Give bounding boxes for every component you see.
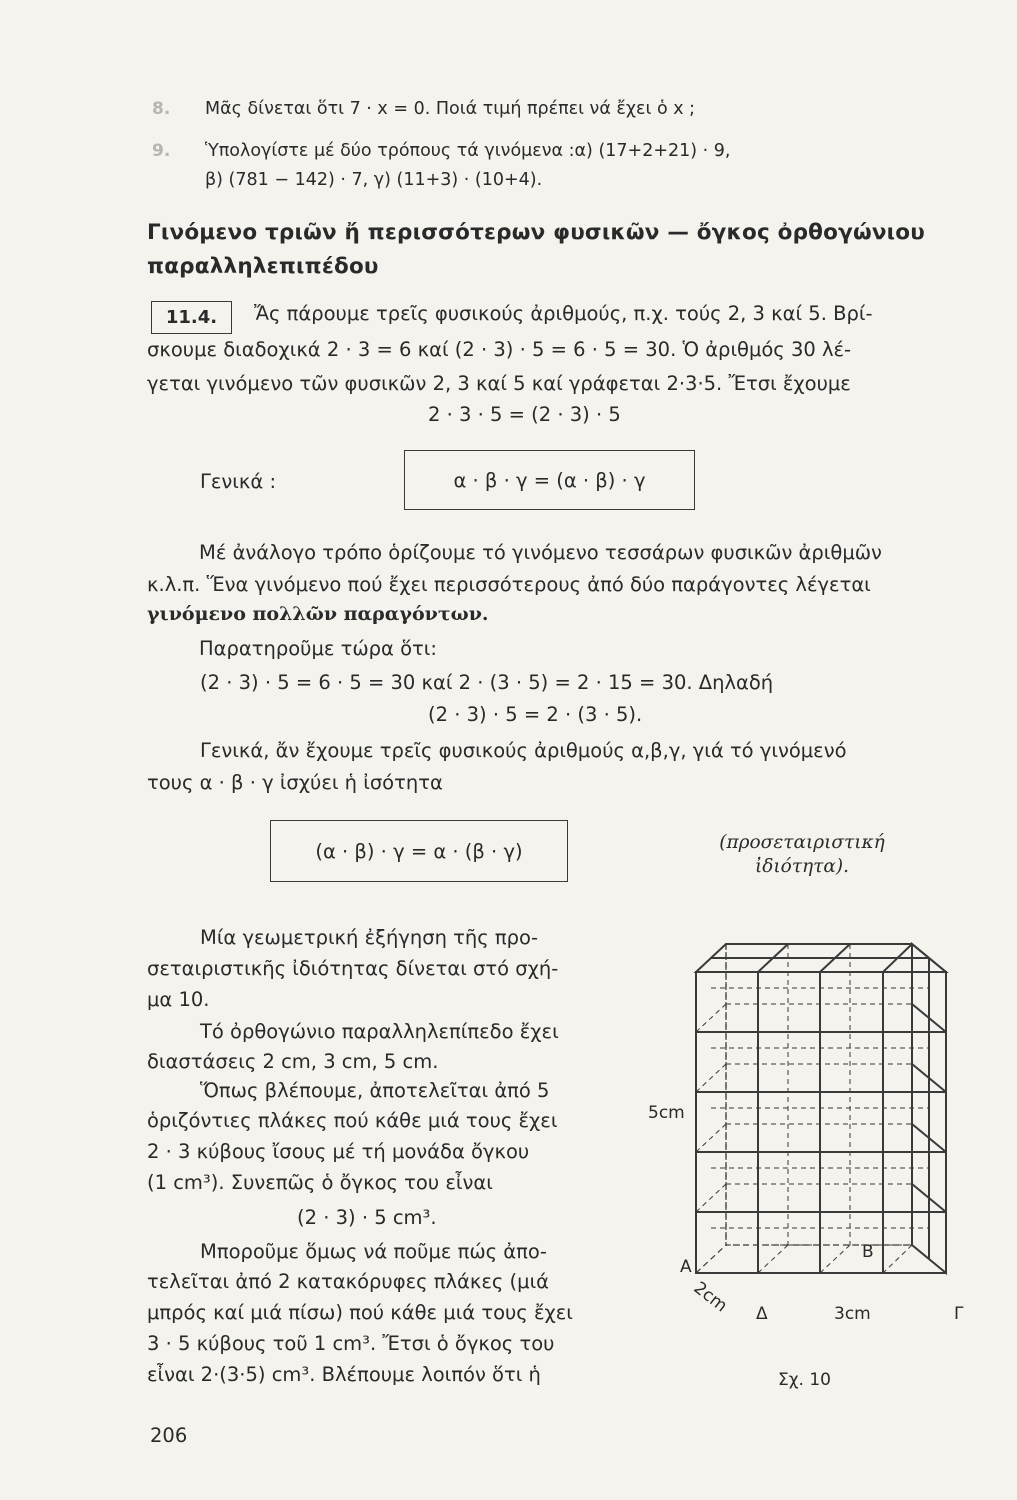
- section-heading: Γινόμενο τριῶν ἤ περισσότερων φυσικῶν — ὄγκος ὀρθογώνιου: [147, 220, 925, 245]
- hidden-grid: [696, 1124, 726, 1152]
- section-number: 11.4.: [165, 307, 218, 328]
- col-line-9: (1 cm³). Συνεπῶς ὁ ὄγκος του εἶναι: [147, 1171, 493, 1194]
- hidden-grid: [696, 1184, 726, 1212]
- label-3cm: 3cm: [834, 1304, 871, 1324]
- exercise-9-text-2: β) (781 − 142) · 7, γ) (11+3) · (10+4).: [205, 170, 543, 190]
- hidden-grid: [883, 1245, 912, 1273]
- col-line-6: Ὅπως βλέπουμε, ἀποτελεῖται ἀπό 5: [200, 1079, 550, 1102]
- equation-1: 2 · 3 · 5 = (2 · 3) · 5: [428, 403, 621, 426]
- paragraph-3-line-2: (2 · 3) · 5 = 6 · 5 = 30 καί 2 · (3 · 5) = 2 · 15 = 30. Δηλαδή: [200, 671, 774, 694]
- col-line-7: ὁριζόντιες πλάκες πού κάθε μιά τους ἔχει: [147, 1109, 558, 1132]
- col-line-3: μα 10.: [147, 988, 210, 1011]
- col-line-1: Μία γεωμετρική ἐξήγηση τῆς προ-: [200, 926, 539, 949]
- col-line-5: διαστάσεις 2 cm, 3 cm, 5 cm.: [147, 1050, 439, 1073]
- paragraph-2-line-1: Μέ ἀνάλογο τρόπο ὁρίζουμε τό γινόμενο τεσσάρων φυσικῶν ἀριθμῶν: [199, 541, 882, 564]
- paragraph-1-line-2: σκουμε διαδοχικά 2 · 3 = 6 καί (2 · 3) · 5 = 6 · 5 = 30. Ὁ ἀριθμός 30 λέ-: [147, 338, 852, 361]
- exercise-8-text: Μᾶς δίνεται ὅτι 7 · x = 0. Ποιά τιμή πρέπει νά ἔχει ὁ x ;: [205, 99, 696, 119]
- col-line-8: 2 · 3 κύβους ἴσους μέ τή μονάδα ὄγκου: [147, 1140, 530, 1163]
- label-2cm: 2cm: [689, 1278, 731, 1317]
- paragraph-3-line-1: Παρατηροῦμε τώρα ὅτι:: [199, 637, 437, 660]
- page-number: 206: [150, 1424, 188, 1447]
- formula-2: (α · β) · γ = α · (β · γ): [315, 839, 523, 863]
- label-A: Α: [680, 1257, 692, 1277]
- formula-box-2: [270, 820, 568, 882]
- label-5cm: 5cm: [648, 1103, 685, 1123]
- bottom-depth-edge: [696, 1245, 726, 1273]
- label-B: Β: [862, 1242, 874, 1262]
- paragraph-1-line-3: γεται γινόμενο τῶν φυσικῶν 2, 3 καί 5 καί γράφεται 2·3·5. Ἔτσι ἔχουμε: [147, 372, 851, 395]
- hidden-grid: [820, 1245, 850, 1273]
- exercise-9-text: Ὑπολογίστε μέ δύο τρόπους τά γινόμενα :α) (17+2+21) · 9,: [205, 141, 731, 161]
- col-line-2: σεταιριστικῆς ἰδιότητας δίνεται στό σχή-: [147, 957, 559, 980]
- property-name-line-2: ἰδιότητα).: [755, 856, 849, 877]
- col-line-15: εἶναι 2·(3·5) cm³. Βλέπουμε λοιπόν ὅτι ἡ: [147, 1363, 541, 1386]
- label-G: Γ: [954, 1304, 964, 1324]
- genika-label: Γενικά :: [200, 470, 277, 493]
- exercise-9-number: 9.: [152, 141, 171, 161]
- figure-caption: Σχ. 10: [778, 1370, 832, 1390]
- paragraph-3-equation: (2 · 3) · 5 = 2 · (3 · 5).: [428, 703, 643, 726]
- col-line-10: (2 · 3) · 5 cm³.: [297, 1206, 437, 1229]
- formula-box-1: [404, 450, 695, 510]
- definition-bold: γινόμενο πολλῶν παραγόντων.: [147, 603, 489, 625]
- hidden-grid: [696, 1004, 726, 1032]
- formula-1: α · β · γ = (α · β) · γ: [453, 468, 646, 492]
- property-name-line-1: (προσεταιριστική: [719, 832, 885, 853]
- paragraph-2-line-2: κ.λ.π. Ἕνα γινόμενο πού ἔχει περισσότερους ἀπό δύο παράγοντες λέγεται: [147, 573, 871, 596]
- col-line-12: τελεῖται ἀπό 2 κατακόρυφες πλάκες (μιά: [147, 1270, 550, 1293]
- section-heading-2: παραλληλεπιπέδου: [147, 254, 379, 279]
- col-line-14: 3 · 5 κύβους τοῦ 1 cm³. Ἔτσι ὁ ὄγκος του: [147, 1332, 555, 1355]
- hidden-grid: [696, 1064, 726, 1092]
- label-D: Δ: [756, 1304, 768, 1324]
- col-line-4: Τό ὀρθογώνιο παραλληλεπίπεδο ἔχει: [200, 1020, 559, 1043]
- hidden-grid: [758, 1245, 788, 1273]
- paragraph-4-line-2: τους α · β · γ ἰσχύει ἡ ἰσότητα: [147, 771, 443, 794]
- col-line-11: Μποροῦμε ὅμως νά ποῦμε πώς ἀπο-: [200, 1240, 547, 1263]
- paragraph-4-line-1: Γενικά, ἄν ἔχουμε τρεῖς φυσικούς ἀριθμούς α,β,γ, γιά τό γινόμενό: [200, 739, 847, 762]
- col-line-13: μπρός καί μιά πίσω) πού κάθε μιά τους ἔχει: [147, 1301, 573, 1324]
- section-number-box: [151, 301, 232, 334]
- exercise-8-number: 8.: [152, 99, 171, 119]
- paragraph-1-line-1: Ἄς πάρουμε τρεῖς φυσικούς ἀριθμούς, π.χ. τούς 2, 3 καί 5. Βρί-: [254, 302, 873, 325]
